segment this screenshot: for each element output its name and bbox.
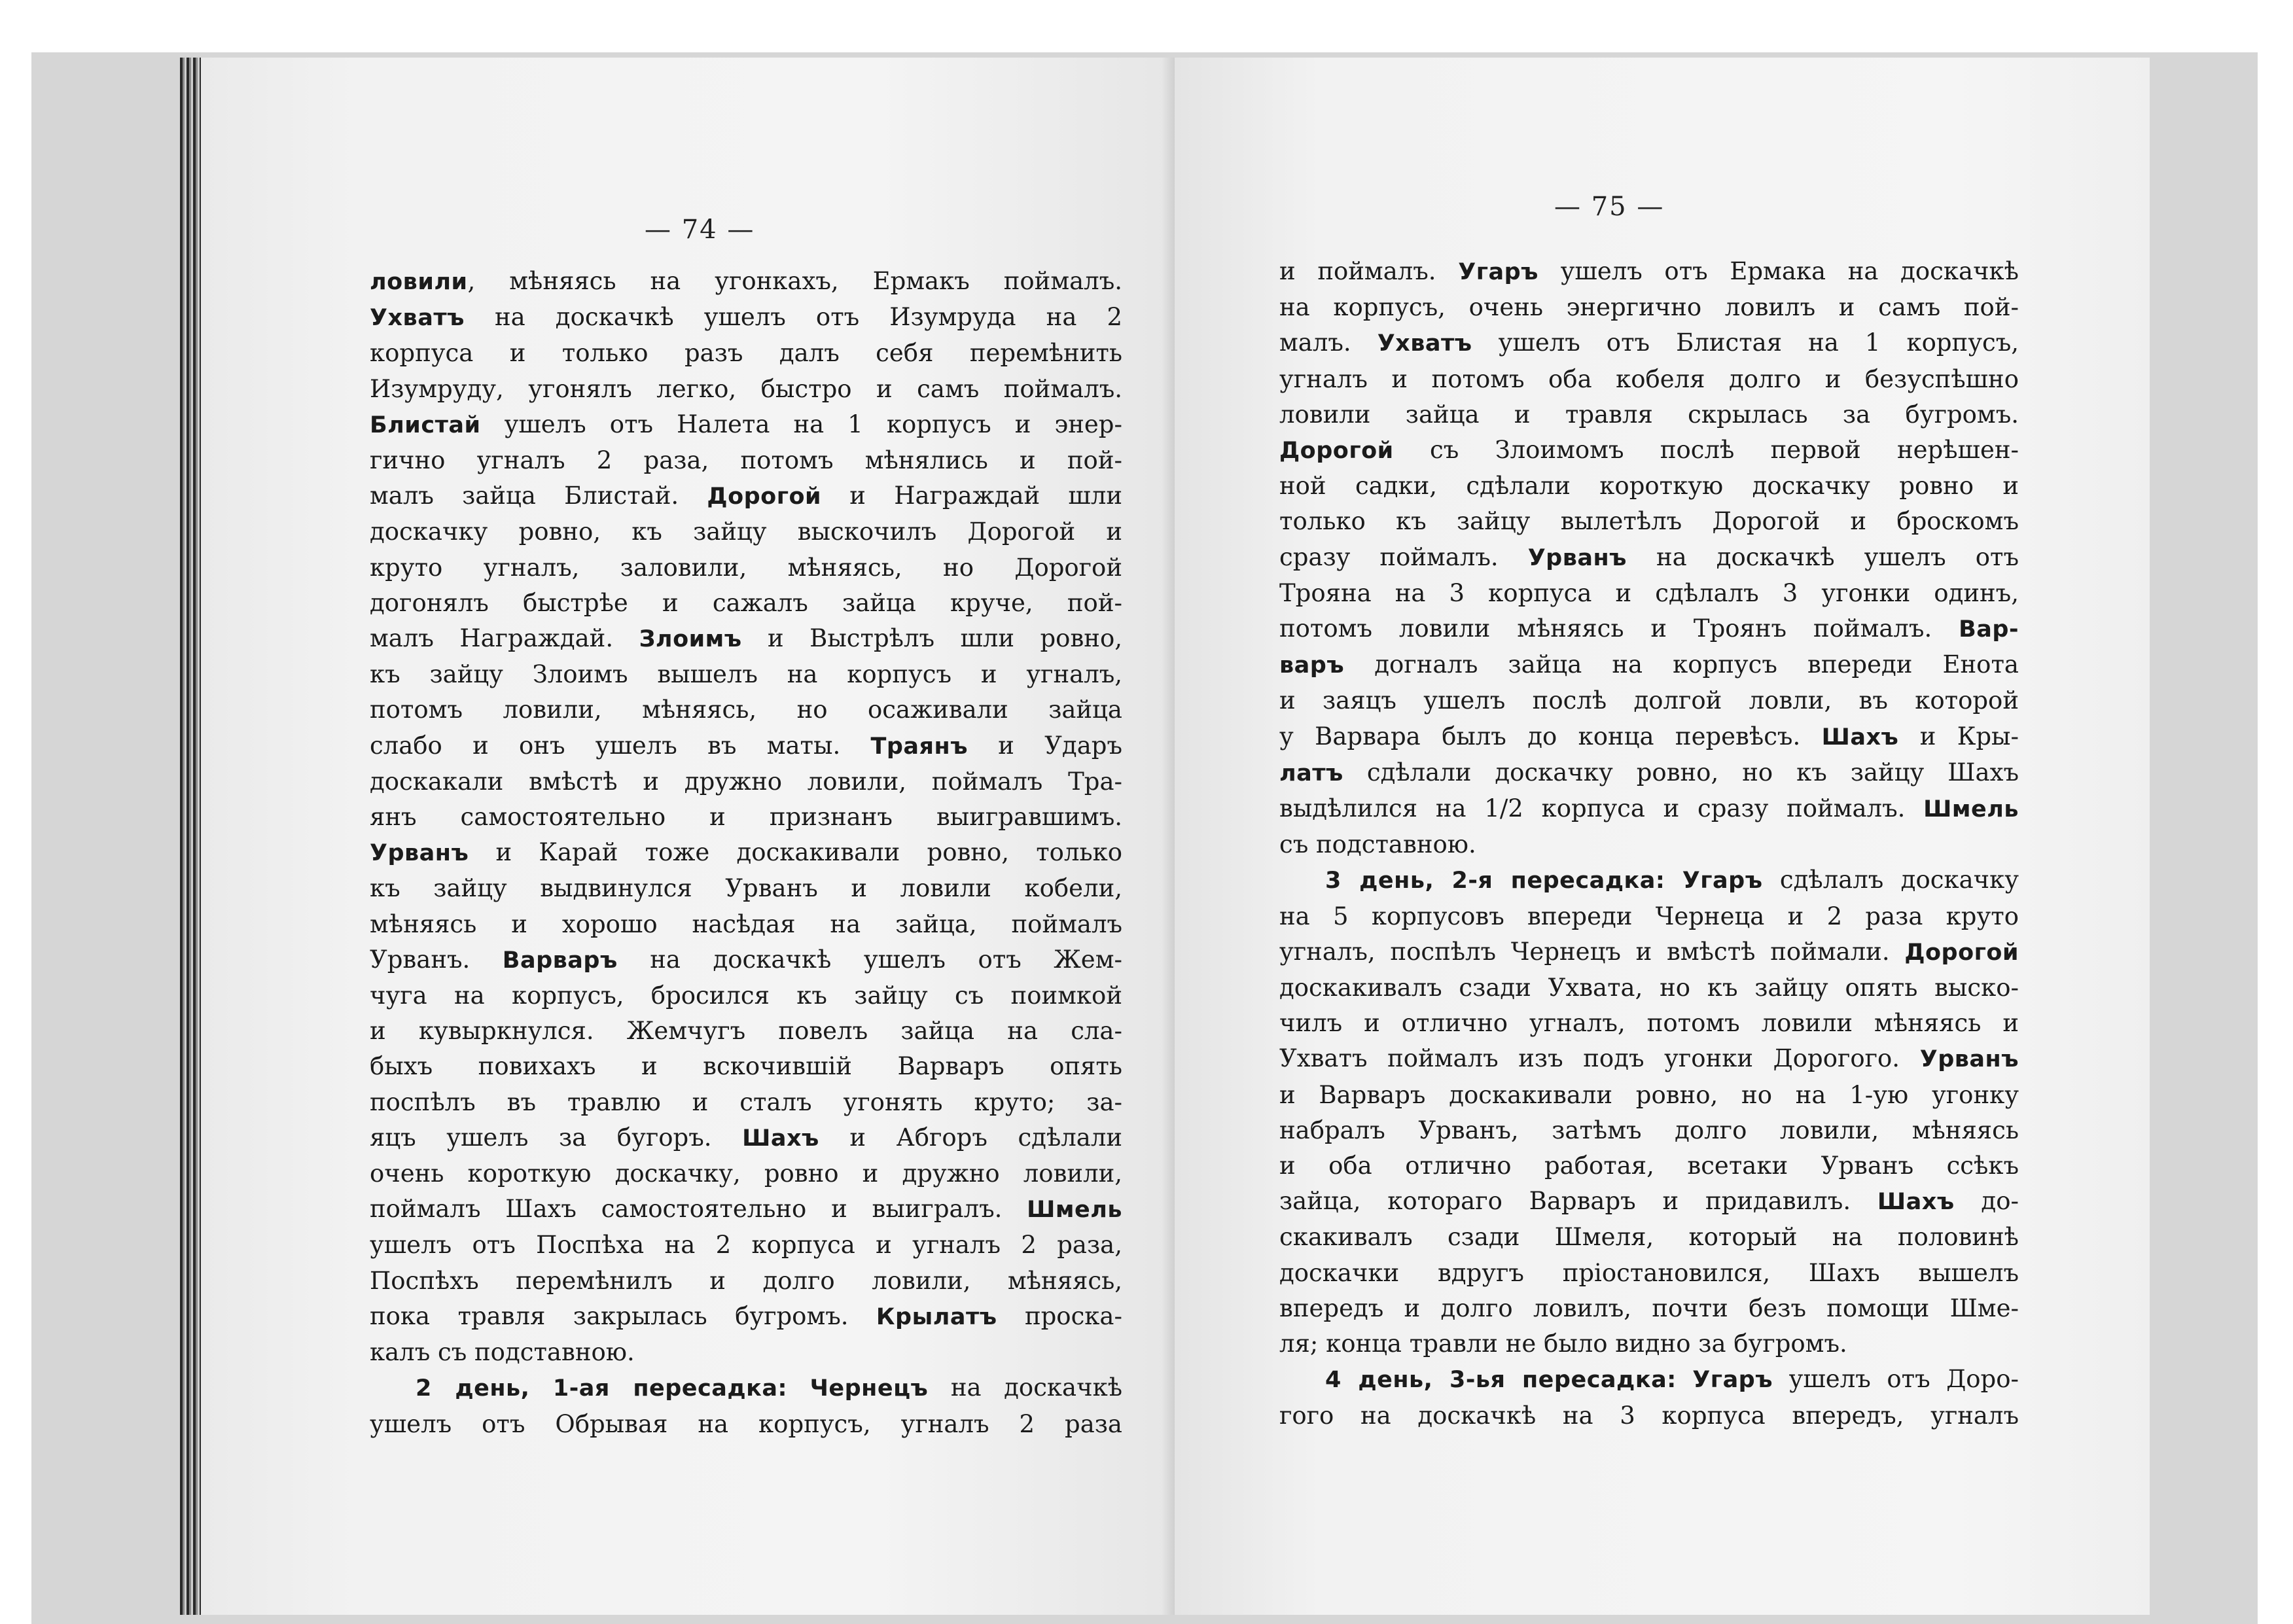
text-run: яцъ ушелъ за бугоръ. xyxy=(370,1123,743,1152)
text-run: ной садки, сдѣлали короткую доскачку ровно и xyxy=(1279,472,2019,501)
bold-term: Угаръ xyxy=(1458,259,1538,285)
text-run: и Абгоръ сдѣлали xyxy=(819,1123,1122,1152)
text-line xyxy=(370,372,1122,407)
text-line xyxy=(370,907,1122,942)
text-run: догонялъ быстрѣе и сажалъ зайца круче, пой- xyxy=(370,588,1122,617)
bold-term: 2 день, 1-ая пересадка: xyxy=(416,1375,788,1402)
text-line xyxy=(370,692,1122,728)
fraction: 1/2 xyxy=(1484,794,1523,823)
text-line xyxy=(1279,1256,2019,1291)
text-line xyxy=(370,443,1122,478)
bold-term: Чернецъ xyxy=(809,1375,929,1402)
text-run: сразу поймалъ. xyxy=(1279,542,1528,571)
page-body xyxy=(370,264,1122,1442)
bold-term: Шахъ xyxy=(1877,1189,1955,1216)
page-number: — 74 — xyxy=(645,215,755,245)
text-run: на доскачкѣ ушелъ отъ Изумруда на 2 xyxy=(464,303,1122,332)
text-run: только къ зайцу вылетѣлъ Дорогой и броскомъ xyxy=(1279,507,2019,536)
text-run: ушелъ отъ Блистая на 1 корпусъ, xyxy=(1472,328,2019,357)
text-line xyxy=(370,1370,1122,1406)
text-run: доскачку ровно, къ зайцу выскочилъ Дорогой и xyxy=(370,518,1122,546)
right-page xyxy=(1175,58,2150,1615)
text-line xyxy=(370,978,1122,1014)
text-line xyxy=(1279,468,2019,504)
text-line xyxy=(370,1407,1122,1442)
text-line xyxy=(1279,683,2019,718)
text-run: съ Злоимомъ послѣ первой нерѣшен- xyxy=(1393,436,2019,465)
text-run: корпуса и только разъ далъ себя перемѣнить xyxy=(370,339,1122,368)
text-run: и Ударъ xyxy=(968,731,1122,760)
text-run: Изумруду, угонялъ легко, быстро и самъ поймалъ. xyxy=(370,374,1122,403)
text-line xyxy=(370,407,1122,443)
text-run: доскачки вдругъ пріостановился, Шахъ вышелъ xyxy=(1279,1258,2019,1287)
text-run: круто угналъ, заловили, мѣняясь, но Дорогой xyxy=(370,553,1122,582)
bold-term: Ухватъ xyxy=(370,305,465,332)
text-line xyxy=(370,657,1122,692)
text-line xyxy=(370,550,1122,586)
text-run: ушелъ отъ Доро- xyxy=(1773,1365,2019,1394)
text-line xyxy=(1279,1326,2019,1362)
text-line xyxy=(1279,1398,2019,1434)
text-run: угналъ и потомъ оба кобеля долго и безуспѣшно xyxy=(1279,364,2019,393)
text-run: малъ зайца Блистай. xyxy=(370,482,707,510)
text-run: чилъ и отлично угналъ, потомъ ловили мѣняясь и xyxy=(1279,1009,2019,1038)
text-run: набралъ Урванъ, затѣмъ долго ловили, мѣняясь xyxy=(1279,1116,2019,1144)
text-line xyxy=(1279,862,2019,898)
text-line xyxy=(1279,397,2019,432)
bold-term: Шахъ xyxy=(1821,724,1899,750)
bold-term: Крылатъ xyxy=(876,1303,997,1330)
text-line xyxy=(370,264,1122,300)
text-run: слабо и онъ ушелъ въ маты. xyxy=(370,731,871,760)
text-run: чуга на корпусъ, бросился къ зайцу съ поимкой xyxy=(370,981,1122,1010)
text-run xyxy=(1677,1365,1693,1393)
text-run: поспѣлъ въ травлю и сталъ угонять круто; за- xyxy=(370,1087,1122,1116)
text-run: гично угналъ 2 раза, потомъ мѣнялись и пой- xyxy=(370,446,1122,475)
text-line xyxy=(1279,254,2019,290)
text-run: ушелъ отъ Налета на 1 корпусъ и энер- xyxy=(480,410,1122,438)
page-number: — 75 — xyxy=(1554,192,1665,222)
text-run: зайца, котораго Варваръ и придавилъ. xyxy=(1279,1187,1877,1216)
text-run: и заяцъ ушелъ послѣ долгой ловли, въ которой xyxy=(1279,686,2019,715)
text-line xyxy=(1279,1041,2019,1077)
text-run: угналъ, поспѣлъ Чернецъ и вмѣстѣ поймали. xyxy=(1279,937,1905,966)
page-body xyxy=(1279,254,2019,1434)
text-line xyxy=(370,514,1122,550)
text-line xyxy=(1279,576,2019,611)
text-line xyxy=(370,586,1122,621)
text-run: сдѣлалъ доскачку xyxy=(1762,866,2019,894)
text-run: пока травля закрылась бугромъ. xyxy=(370,1301,876,1330)
text-line xyxy=(370,1120,1122,1156)
bold-term: Дорогой xyxy=(1279,438,1394,465)
text-run: и Награждай шли xyxy=(821,482,1122,510)
text-run: впередъ и долго ловилъ, почти безъ помощи Шме- xyxy=(1279,1294,2019,1322)
text-line xyxy=(370,478,1122,514)
text-line xyxy=(370,1227,1122,1263)
bold-term: Угаръ xyxy=(1682,868,1763,894)
text-line xyxy=(1279,1362,2019,1398)
bold-term: Дорогой xyxy=(707,484,822,510)
text-line xyxy=(370,1192,1122,1227)
bold-term: латъ xyxy=(1279,760,1343,786)
text-line xyxy=(370,764,1122,800)
bold-term: Блистай xyxy=(370,412,481,438)
bold-term: Шахъ xyxy=(742,1125,819,1152)
text-line xyxy=(370,1335,1122,1370)
text-run xyxy=(1665,866,1682,894)
text-line xyxy=(1279,611,2019,647)
text-line xyxy=(370,300,1122,336)
text-run: калъ съ подставною. xyxy=(370,1338,635,1367)
text-run: быхъ повихахъ и вскочившій Варваръ опять xyxy=(370,1052,1122,1081)
text-run: Ухватъ поймалъ изъ подъ угонки Дорогого. xyxy=(1279,1044,1920,1073)
bold-term: Дорогой xyxy=(1904,939,2019,966)
text-run: скакивалъ сзади Шмеля, который на половинѣ xyxy=(1279,1223,2019,1252)
text-run xyxy=(787,1373,810,1402)
text-run: Поспѣхъ перемѣнилъ и долго ловили, мѣняясь, xyxy=(370,1266,1122,1295)
text-run: и Выстрѣлъ шли ровно, xyxy=(741,624,1122,653)
text-line xyxy=(370,800,1122,835)
bold-term: Траянъ xyxy=(870,733,969,760)
bold-term: Урванъ xyxy=(1919,1046,2019,1073)
text-run: выдѣлился на xyxy=(1279,794,1485,823)
text-line xyxy=(1279,970,2019,1006)
bold-term: 4 день, 3-ья пересадка: xyxy=(1325,1367,1677,1394)
text-line xyxy=(1279,1148,2019,1184)
text-run: доскакивалъ сзади Ухвата, но къ зайцу опять выско- xyxy=(1279,974,2019,1002)
text-run: корпуса и сразу поймалъ. xyxy=(1523,794,1924,823)
text-line xyxy=(1279,1006,2019,1041)
text-line xyxy=(1279,719,2019,755)
text-run: потомъ ловили мѣняясь и Троянъ поймалъ. xyxy=(1279,614,1959,643)
text-run: поймалъ Шахъ самостоятельно и выигралъ. xyxy=(370,1195,1027,1224)
text-line xyxy=(1279,504,2019,539)
bold-term: Урванъ xyxy=(1527,544,1627,571)
text-run: на 5 корпусовъ впереди Чернеца и 2 раза круто xyxy=(1279,902,2019,930)
text-line xyxy=(1279,432,2019,468)
text-line xyxy=(370,942,1122,978)
text-line xyxy=(1279,934,2019,970)
bold-term: 3 день, 2-я пересадка: xyxy=(1325,868,1665,894)
text-line xyxy=(370,1263,1122,1299)
text-run: гого на доскачкѣ на 3 корпуса впередъ, угналъ xyxy=(1279,1401,2019,1430)
text-run: ушелъ отъ Обрывая на корпусъ, угналъ 2 раза xyxy=(370,1409,1122,1438)
text-line xyxy=(1279,755,2019,791)
page-edges xyxy=(180,58,201,1615)
text-run: и поймалъ. xyxy=(1279,257,1459,285)
text-run: на доскачкѣ ушелъ отъ xyxy=(1626,542,2019,571)
text-run: догналъ зайца на корпусъ впереди Енота xyxy=(1344,650,2019,679)
text-run: очень короткую доскачку, ровно и дружно ловили, xyxy=(370,1159,1122,1188)
text-line xyxy=(370,1049,1122,1084)
text-run: на корпусъ, очень энергично ловилъ и самъ пой- xyxy=(1279,293,2019,322)
text-run: и оба отлично работая, всетаки Урванъ ссѣкъ xyxy=(1279,1152,2019,1180)
text-line xyxy=(1279,899,2019,934)
text-run: и Кры- xyxy=(1898,722,2019,750)
text-line xyxy=(370,1085,1122,1120)
text-run: съ подставною. xyxy=(1279,830,1476,859)
text-line xyxy=(1279,1078,2019,1113)
bold-term: Варваръ xyxy=(502,947,618,974)
text-run: Трояна на 3 корпуса и сдѣлалъ 3 угонки одинъ, xyxy=(1279,578,2019,607)
text-run: на доскачкѣ xyxy=(928,1373,1123,1402)
text-run: до- xyxy=(1954,1187,2019,1216)
text-run: ушелъ отъ Ермака на доскачкѣ xyxy=(1538,257,2019,285)
text-line xyxy=(1279,540,2019,576)
text-run: и Карай тоже доскакивали ровно, только xyxy=(469,838,1122,867)
text-run: ля; конца травли не было видно за бугромъ. xyxy=(1279,1330,1847,1358)
bold-term: Угаръ xyxy=(1692,1367,1773,1394)
text-run: проска- xyxy=(997,1301,1122,1330)
text-line xyxy=(1279,290,2019,325)
text-run: и Варваръ доскакивали ровно, но на 1-ую угонку xyxy=(1279,1080,2019,1109)
text-run: янъ самостоятельно и признанъ выигравшимъ. xyxy=(370,803,1122,832)
bold-term: Ухватъ xyxy=(1377,330,1472,357)
bold-term: Шмель xyxy=(1923,796,2019,823)
text-run: къ зайцу Злоимъ вышелъ на корпусъ и угналъ, xyxy=(370,660,1122,689)
text-run: Урванъ. xyxy=(370,945,503,974)
text-run: мѣняясь и хорошо насѣдая на зайца, поймалъ xyxy=(370,909,1122,938)
text-line xyxy=(370,621,1122,657)
text-line xyxy=(1279,1113,2019,1148)
bold-term: Урванъ xyxy=(370,840,469,867)
text-line xyxy=(1279,647,2019,683)
text-line xyxy=(1279,827,2019,862)
bold-term: варъ xyxy=(1279,652,1345,679)
text-run: и кувыркнулся. Жемчугъ повелъ зайца на сла- xyxy=(370,1017,1122,1046)
text-run: доскакали вмѣстѣ и дружно ловили, поймалъ Тра- xyxy=(370,767,1122,796)
text-line xyxy=(1279,1184,2019,1220)
text-run: у Варвара былъ до конца перевѣсъ. xyxy=(1279,722,1822,750)
text-run: малъ Награждай. xyxy=(370,624,639,653)
bold-term: Вар- xyxy=(1959,616,2019,643)
text-line xyxy=(370,871,1122,906)
text-run: ловили зайца и травля скрылась за бугромъ. xyxy=(1279,400,2019,429)
text-line xyxy=(1279,1220,2019,1255)
text-run: малъ. xyxy=(1279,328,1378,357)
text-line xyxy=(370,1014,1122,1049)
open-book xyxy=(160,58,2150,1615)
text-line xyxy=(370,1299,1122,1335)
bold-term: ловили xyxy=(370,269,468,295)
text-run: на доскачкѣ ушелъ отъ Жем- xyxy=(617,945,1122,974)
text-line xyxy=(1279,362,2019,397)
text-run: къ зайцу выдвинулся Урванъ и ловили кобели, xyxy=(370,874,1122,903)
text-run: потомъ ловили, мѣняясь, но осаживали зайца xyxy=(370,696,1122,724)
text-line xyxy=(370,728,1122,764)
text-line xyxy=(1279,791,2019,827)
text-line xyxy=(370,1156,1122,1192)
text-line xyxy=(1279,325,2019,361)
text-run: , мѣняясь на угонкахъ, Ермакъ поймалъ. xyxy=(467,267,1122,295)
bold-term: Злоимъ xyxy=(639,626,742,653)
text-run: сдѣлали доскачку ровно, но къ зайцу Шахъ xyxy=(1343,758,2019,786)
text-line xyxy=(1279,1291,2019,1326)
text-run: ушелъ отъ Поспѣха на 2 корпуса и угналъ 2 раза, xyxy=(370,1231,1122,1260)
text-line xyxy=(370,336,1122,371)
left-page xyxy=(180,58,1175,1615)
bold-term: Шмель xyxy=(1027,1197,1122,1224)
text-line xyxy=(370,835,1122,871)
